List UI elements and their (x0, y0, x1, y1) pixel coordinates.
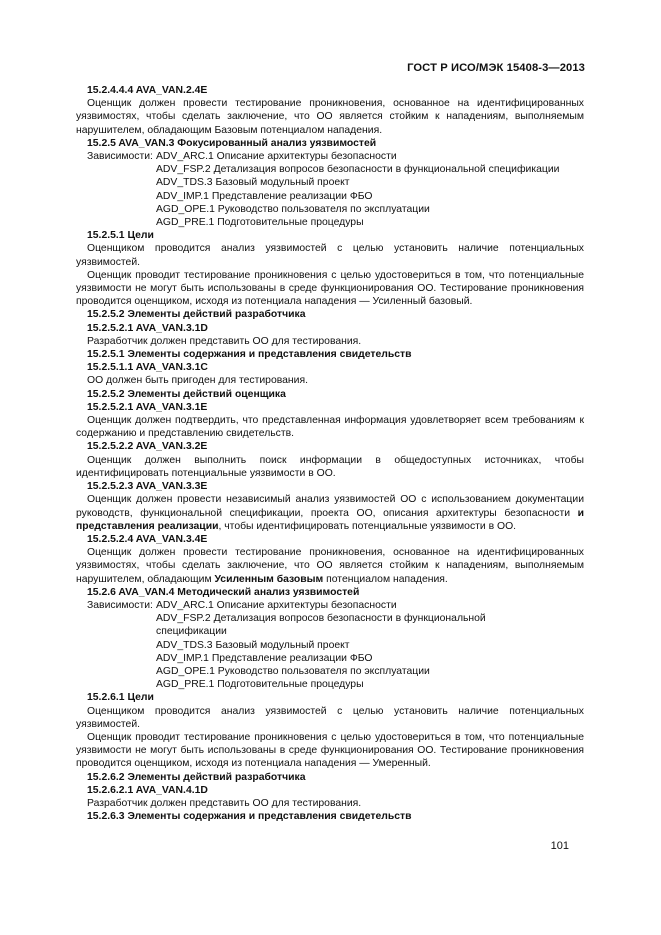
dependency-item: AGD_PRE.1 Подготовительные процедуры (156, 217, 364, 229)
paragraph-text: Оценщик должен провести независимый анализ уязвимостей ОО с использованием документации руководств, функциональной спецификации, проекта ОО, описания архитектуры безопасности (76, 494, 584, 519)
dependency-item: ADV_FSP.2 Детализация вопросов безопасности в функциональной спецификации (156, 164, 560, 176)
section-heading: 15.2.6.2 Элементы действий разработчика (87, 771, 306, 783)
section-heading: 15.2.5.2.4 AVA_VAN.3.4E (87, 533, 208, 545)
section-heading: 15.2.4.4.4 AVA_VAN.2.4E (87, 85, 208, 96)
dependency-item: ADV_FSP.2 Детализация вопросов безопасности в функциональной спецификации (156, 613, 486, 638)
paragraph: Оценщиком проводится анализ уязвимостей с целью установить наличие потенциальных уязвимостей. (76, 243, 584, 268)
section-heading: 15.2.5.2.2 AVA_VAN.3.2E (87, 441, 208, 453)
dependencies-label: Зависимости: (87, 599, 153, 611)
paragraph-emphasis: и представления реализации (76, 507, 584, 532)
section-heading: 15.2.6.1 Цели (87, 692, 154, 704)
document-body (76, 84, 584, 823)
section-heading: 15.2.5.2.1 AVA_VAN.3.1D (87, 322, 208, 334)
section-heading: 15.2.5 AVA_VAN.3 Фокусированный анализ уязвимостей (87, 137, 377, 149)
paragraph: Оценщиком проводится анализ уязвимостей с целью установить наличие потенциальных уязвимостей. (76, 705, 584, 730)
dependency-item: AGD_OPE.1 Руководство пользователя по эксплуатации (156, 203, 430, 215)
section-heading: 15.2.6.3 Элементы содержания и представления свидетельств (87, 811, 412, 823)
section-heading: 15.2.5.2.3 AVA_VAN.3.3E (87, 481, 208, 493)
paragraph (76, 546, 584, 586)
dependency-item: ADV_IMP.1 Представление реализации ФБО (156, 652, 373, 664)
section-heading: 15.2.5.2.1 AVA_VAN.3.1E (87, 401, 208, 413)
section-heading: 15.2.6 AVA_VAN.4 Методический анализ уязвимостей (87, 586, 360, 598)
section-heading: 15.2.5.2 Элементы действий оценщика (87, 388, 286, 400)
dependencies-list (76, 150, 584, 229)
paragraph: Оценщик проводит тестирование проникновения с целью удостовериться в том, что потенциальные уязвимости не могут быть использованы в среде функционирования ОО. Тестирование проникновения проводится оценщиком, исходя из потенциала нападения — Усиленный базовый. (76, 269, 584, 308)
section-heading: 15.2.5.2 Элементы действий разработчика (87, 309, 306, 321)
section-heading: 15.2.6.2.1 AVA_VAN.4.1D (87, 784, 208, 796)
section-heading: 15.2.5.1 Элементы содержания и представления свидетельств (87, 349, 412, 361)
dependency-item: ADV_TDS.3 Базовый модульный проект (156, 639, 350, 651)
dependency-item: AGD_PRE.1 Подготовительные процедуры (156, 679, 364, 691)
paragraph: Разработчик должен представить ОО для тестирования. (87, 335, 362, 347)
paragraph: ОО должен быть пригоден для тестирования. (87, 375, 308, 387)
paragraph-text: Оценщик должен провести тестирование проникновения, основанное на идентифицированных уязвимостях, чтобы сделать заключение, что ОО является стойким к нападениям, выполняемым нарушителем, обладающим (76, 547, 584, 585)
page-number: 101 (550, 840, 569, 852)
paragraph (76, 493, 584, 533)
paragraph: Оценщик проводит тестирование проникновения с целью удостовериться в том, что потенциальные уязвимости не могут быть использованы в среде функционирования ОО. Тестирование проникновения проводится оценщиком, исходя из потенциала нападения — Умеренный. (76, 731, 584, 770)
dependency-item: ADV_IMP.1 Представление реализации ФБО (156, 190, 373, 202)
paragraph: Оценщик должен подтвердить, что представленная информация удовлетворяет всем требованиям к содержанию и представлению свидетельств. (76, 415, 584, 440)
dependencies-list (76, 599, 584, 691)
dependencies-label: Зависимости: (87, 151, 153, 163)
section-heading: 15.2.5.1.1 AVA_VAN.3.1C (87, 362, 208, 374)
dependency-item: ADV_ARC.1 Описание архитектуры безопасности (156, 151, 397, 163)
document-header: ГОСТ Р ИСО/МЭК 15408-3—2013 (407, 62, 585, 74)
paragraph: Разработчик должен представить ОО для тестирования. (87, 797, 362, 809)
paragraph-text: , чтобы идентифицировать потенциальные уязвимости в ОО. (218, 520, 517, 532)
paragraph-emphasis: Усиленным базовым (214, 573, 324, 585)
dependency-item: ADV_TDS.3 Базовый модульный проект (156, 177, 350, 189)
paragraph: Оценщик должен провести тестирование проникновения, основанное на идентифицированных уязвимостях, чтобы сделать заключение, что ОО является стойким к нападениям, выполняемым нарушителем, обладающим Базовым потенциалом нападения. (76, 98, 584, 136)
paragraph: Оценщик должен выполнить поиск информации в общедоступных источниках, чтобы идентифицировать потенциальные уязвимости в ОО. (76, 454, 584, 479)
paragraph-text: потенциалом нападения. (323, 573, 448, 585)
dependency-item: ADV_ARC.1 Описание архитектуры безопасности (156, 599, 397, 611)
dependency-item: AGD_OPE.1 Руководство пользователя по эксплуатации (156, 665, 430, 677)
section-heading: 15.2.5.1 Цели (87, 230, 154, 242)
